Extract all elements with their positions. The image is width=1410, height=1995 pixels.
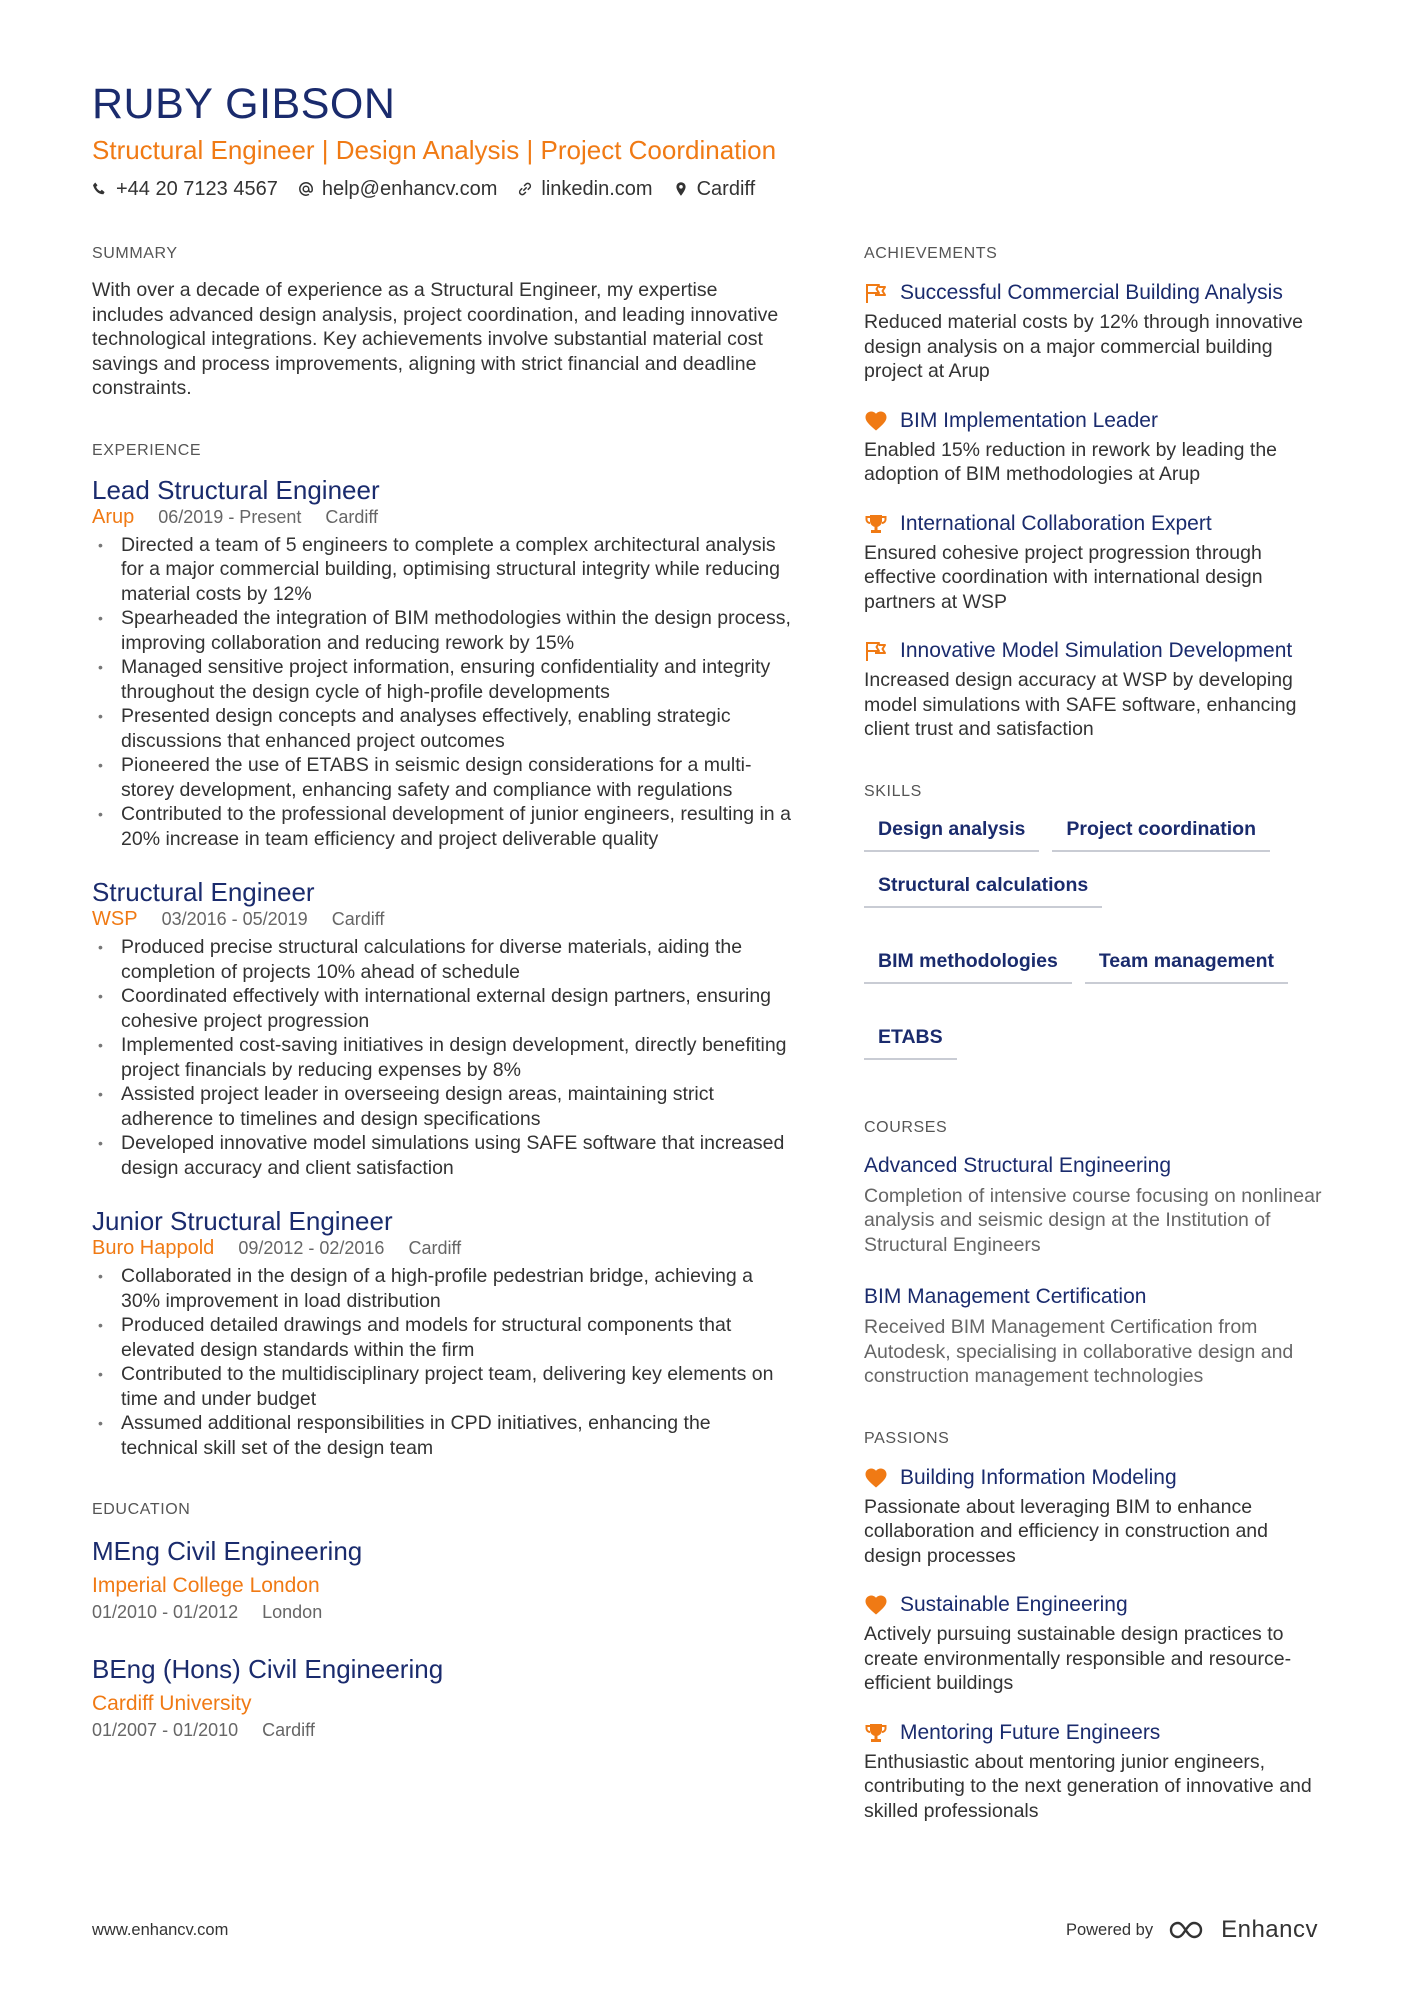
powered-by [1066, 1916, 1318, 1944]
heart-icon [864, 410, 888, 432]
job-entry [92, 877, 792, 1180]
passion-title: Sustainable Engineering [900, 1593, 1128, 1616]
job-bullet: • Directed a team of 5 engineers to complete a complex architectural analysis for a major commercial building, optimising structural integrity while reducing material costs by 12% [92, 533, 792, 607]
passion-desc: Enthusiastic about mentoring junior engineers, contributing to the next generation of innovative and skilled professionals [864, 1750, 1312, 1822]
contact-bar [92, 176, 1318, 202]
job-bullets [92, 935, 792, 1180]
at-icon [298, 181, 314, 197]
education-title: EDUCATION [92, 1501, 191, 1518]
flag-icon [864, 640, 888, 662]
skill-tag: BIM methodologies [864, 948, 1072, 984]
passion-title: Mentoring Future Engineers [900, 1720, 1161, 1744]
achievement-desc: Enabled 15% reduction in rework by leading the adoption of BIM methodologies at Arup [864, 438, 1278, 485]
contact-linkedin[interactable] [517, 176, 652, 202]
contact-email[interactable] [298, 176, 498, 202]
job-title: Junior Structural Engineer [92, 1206, 393, 1236]
job-bullet: • Assisted project leader in overseeing design areas, maintaining strict adherence to timelines and design specifications [92, 1082, 792, 1131]
education-degree: BEng (Hons) Civil Engineering [92, 1654, 444, 1684]
job-bullet: • Collaborated in the design of a high-profile pedestrian bridge, achieving a 30% improvement in load distribution [92, 1264, 792, 1313]
education-dates: 01/2010 - 01/2012 [92, 1602, 239, 1622]
job-meta [92, 505, 792, 529]
job-dates: 06/2019 - Present [158, 506, 302, 527]
job-bullet: • Presented design concepts and analyses effectively, enabling strategic discussions that enhanced project outcomes [92, 704, 792, 753]
passions-title: PASSIONS [864, 1429, 950, 1447]
achievement-title: Innovative Model Simulation Development [900, 639, 1293, 662]
achievements-title: ACHIEVEMENTS [864, 245, 998, 262]
heart-icon [864, 1467, 888, 1489]
contact-phone-text: +44 20 7123 4567 [116, 178, 278, 200]
passion-item [864, 1590, 1324, 1696]
achievement-title: Successful Commercial Building Analysis [900, 281, 1283, 304]
job-bullet: • Pioneered the use of ETABS in seismic design considerations for a multi-storey development, enhancing safety and compliance with regulations [92, 753, 792, 802]
job-bullet: • Produced precise structural calculations for diverse materials, aiding the completion of projects 10% ahead of schedule [92, 935, 792, 984]
skill-tag: Project coordination [1052, 816, 1270, 852]
skills-section [864, 782, 1324, 1060]
course-desc: Completion of intensive course focusing on nonlinear analysis and seismic design at the Institution of Structural Engineers [864, 1184, 1322, 1256]
summary-text: With over a decade of experience as a Structural Engineer, my expertise includes advanced design analysis, project coordination, and leading innovative technological integrations. Key achievements involve substantial material cost savings and process improvements, aligning with strict financial and deadline constraints. [92, 279, 779, 399]
achievement-item [864, 636, 1324, 742]
contact-location-text: Cardiff [696, 178, 756, 200]
job-location: Cardiff [325, 506, 379, 527]
passion-title: Building Information Modeling [900, 1465, 1177, 1489]
achievement-desc: Ensured cohesive project progression through effective coordination with international design partners at WSP [864, 541, 1263, 613]
achievement-desc: Increased design accuracy at WSP by developing model simulations with SAFE software, enhancing client trust and satisfaction [864, 669, 1297, 740]
job-bullet: • Coordinated effectively with international external design partners, ensuring cohesive project progression [92, 984, 792, 1033]
education-entry [92, 1652, 792, 1742]
job-meta [92, 907, 792, 931]
enhancv-logo-icon [1167, 1918, 1213, 1942]
job-title: Lead Structural Engineer [92, 474, 380, 505]
powered-by-label: Powered by [1065, 1920, 1154, 1939]
resume-header [92, 78, 1318, 202]
skill-tag: Team management [1085, 948, 1288, 984]
job-bullet: • Managed sensitive project information, ensuring confidentiality and integrity throughout the design cycle of high-profile developments [92, 655, 792, 704]
job-bullet: • Implemented cost-saving initiatives in design development, directly benefiting project financials by reducing expenses by 8% [92, 1033, 792, 1082]
job-company: Buro Happold [92, 1237, 215, 1259]
skills-list [864, 816, 1324, 1060]
experience-title: EXPERIENCE [92, 441, 202, 459]
job-bullets [92, 1264, 792, 1460]
education-meta [92, 1600, 792, 1624]
experience-section [92, 441, 792, 1461]
achievement-item [864, 406, 1324, 487]
education-degree: MEng Civil Engineering [92, 1536, 363, 1566]
skill-tag: ETABS [864, 1024, 957, 1060]
trophy-icon [864, 513, 888, 535]
contact-phone[interactable] [92, 176, 278, 202]
job-bullet: • Contributed to the professional development of junior engineers, resulting in a 20% increase in team efficiency and project deliverable quality [92, 802, 792, 851]
achievement-title: International Collaboration Expert [900, 511, 1212, 535]
summary-title: SUMMARY [92, 245, 178, 262]
education-location: London [262, 1602, 323, 1622]
passion-item [864, 1463, 1324, 1569]
contact-location [673, 176, 756, 202]
course-item [864, 1283, 1324, 1389]
candidate-name: RUBY GIBSON [92, 80, 396, 128]
job-company: WSP [92, 908, 138, 930]
right-column [864, 244, 1324, 1863]
skill-tag: Design analysis [864, 816, 1039, 852]
job-entry [92, 1206, 792, 1460]
brand-logo[interactable] [1167, 1916, 1318, 1944]
course-desc: Received BIM Management Certification from Autodesk, specialising in collaborative design and construction management technologies [864, 1316, 1294, 1387]
achievement-item [864, 509, 1324, 615]
job-dates: 09/2012 - 02/2016 [238, 1238, 385, 1258]
job-bullet: • Spearheaded the integration of BIM methodologies within the design process, improving collaboration and reducing rework by 15% [92, 606, 792, 655]
education-school: Cardiff University [92, 1692, 252, 1715]
courses-title: COURSES [864, 1118, 948, 1136]
trophy-icon [864, 1722, 888, 1744]
phone-icon [92, 181, 108, 197]
passion-desc: Passionate about leveraging BIM to enhance collaboration and efficiency in construction and design processes [864, 1495, 1268, 1567]
contact-linkedin-text: linkedin.com [541, 178, 653, 200]
achievement-item [864, 278, 1324, 384]
page-footer [92, 1916, 1318, 1944]
candidate-tagline: Structural Engineer | Design Analysis | Project Coordination [92, 135, 777, 165]
course-item [864, 1152, 1324, 1258]
course-title: Advanced Structural Engineering [864, 1153, 1172, 1177]
education-entry [92, 1534, 792, 1624]
brand-name: Enhancv [1221, 1916, 1318, 1943]
education-school: Imperial College London [92, 1574, 320, 1597]
achievement-title: BIM Implementation Leader [900, 408, 1158, 432]
job-location: Cardiff [408, 1238, 462, 1258]
passion-item [864, 1718, 1324, 1824]
achievements-section [864, 244, 1324, 742]
flag-icon [864, 282, 888, 304]
job-bullets [92, 533, 792, 852]
achievement-desc: Reduced material costs by 12% through innovative design analysis on a major commercial building project at Arup [864, 311, 1303, 382]
skills-title: SKILLS [864, 782, 922, 800]
education-location: Cardiff [262, 1720, 315, 1740]
passions-section [864, 1429, 1324, 1824]
left-column [92, 244, 792, 1782]
job-bullet: • Contributed to the multidisciplinary project team, delivering key elements on time and under budget [92, 1362, 792, 1411]
job-title: Structural Engineer [92, 877, 315, 907]
job-bullet: • Assumed additional responsibilities in CPD initiatives, enhancing the technical skill set of the design team [92, 1411, 792, 1460]
contact-email-text: help@enhancv.com [321, 178, 498, 200]
job-entry [92, 475, 792, 852]
link-icon [517, 181, 533, 197]
education-section [92, 1500, 792, 1742]
job-meta [92, 1236, 792, 1260]
job-company: Arup [92, 505, 135, 528]
courses-section [864, 1118, 1324, 1389]
job-bullet: • Developed innovative model simulations using SAFE software that increased design accuracy and client satisfaction [92, 1131, 792, 1180]
footer-url[interactable]: www.enhancv.com [92, 1920, 229, 1939]
passion-desc: Actively pursuing sustainable design practices to create environmentally responsible and resource-efficient buildings [864, 1623, 1292, 1694]
job-dates: 03/2016 - 05/2019 [161, 909, 308, 929]
skill-tag: Structural calculations [864, 872, 1102, 908]
education-meta [92, 1718, 792, 1742]
map-pin-icon [673, 181, 689, 197]
job-location: Cardiff [331, 909, 385, 929]
education-dates: 01/2007 - 01/2010 [92, 1720, 239, 1740]
summary-section [92, 244, 792, 401]
job-bullet: • Produced detailed drawings and models for structural components that elevated design standards within the firm [92, 1313, 792, 1362]
course-title: BIM Management Certification [864, 1285, 1147, 1308]
heart-icon [864, 1594, 888, 1616]
